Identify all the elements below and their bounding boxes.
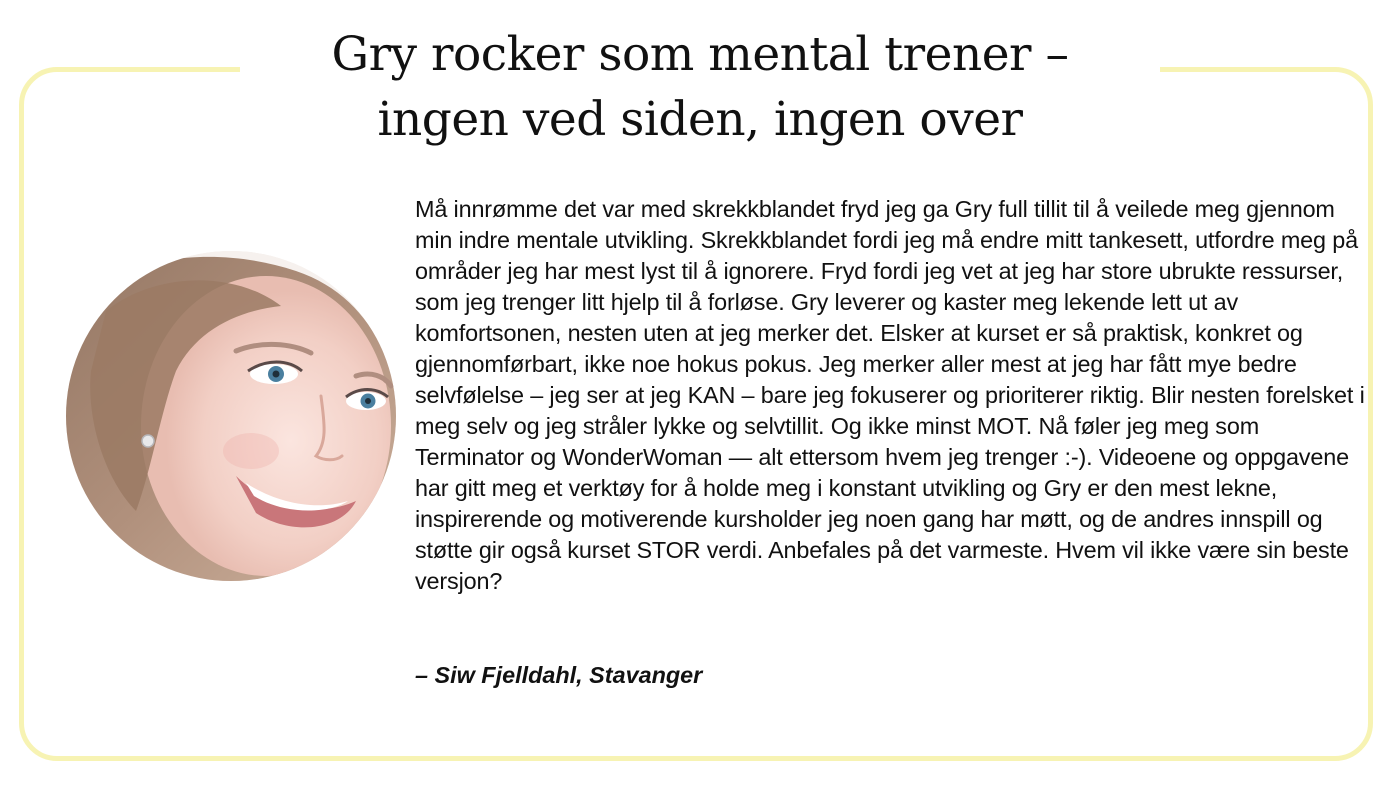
testimonial-title: [200, 22, 1200, 152]
testimonial-author: – Siw Fjelldahl, Stavanger: [415, 662, 703, 688]
title-line-1: Gry rocker som mental trener –: [331, 27, 1069, 82]
portrait-photo: [66, 251, 396, 581]
title-line-2: ingen ved siden, ingen over: [377, 92, 1023, 147]
portrait-illustration: [66, 251, 396, 581]
testimonial-quote: Må innrømme det var med skrekkblandet fryd jeg ga Gry full tillit til å veilede meg gjennom min indre mentale utvikling. Skrekkblandet fordi jeg må endre mitt tankesett, utfordre meg på områder jeg har mest lyst til å ignorere. Fryd fordi jeg vet at jeg har store ubrukte ressurser, som jeg trenger litt hjelp til å forløse. Gry leverer og kaster meg lekende lett ut av komfortsonen, nesten uten at jeg merker det. Elsker at kurset er så praktisk, konkret og gjennomførbart, ikke noe hokus pokus. Jeg merker aller mest at jeg har fått mye bedre selvfølelse – jeg ser at jeg KAN – bare jeg fokuserer og prioriterer riktig. Blir nesten forelsket i meg selv og jeg stråler lykke og selvtillit. Og ikke minst MOT. Nå føler jeg meg som Terminator og WonderWoman — alt ettersom hvem jeg trenger :-). Videoene og oppgavene har gitt meg et verktøy for å holde meg i konstant utvikling og Gry er den mest lekne, inspirerende og motiverende kursholder jeg noen gang har møtt, og de andres innspill og støtte gir også kurset STOR verdi. Anbefales på det varmeste. Hvem vil ikke være sin beste versjon?: [415, 196, 1365, 594]
